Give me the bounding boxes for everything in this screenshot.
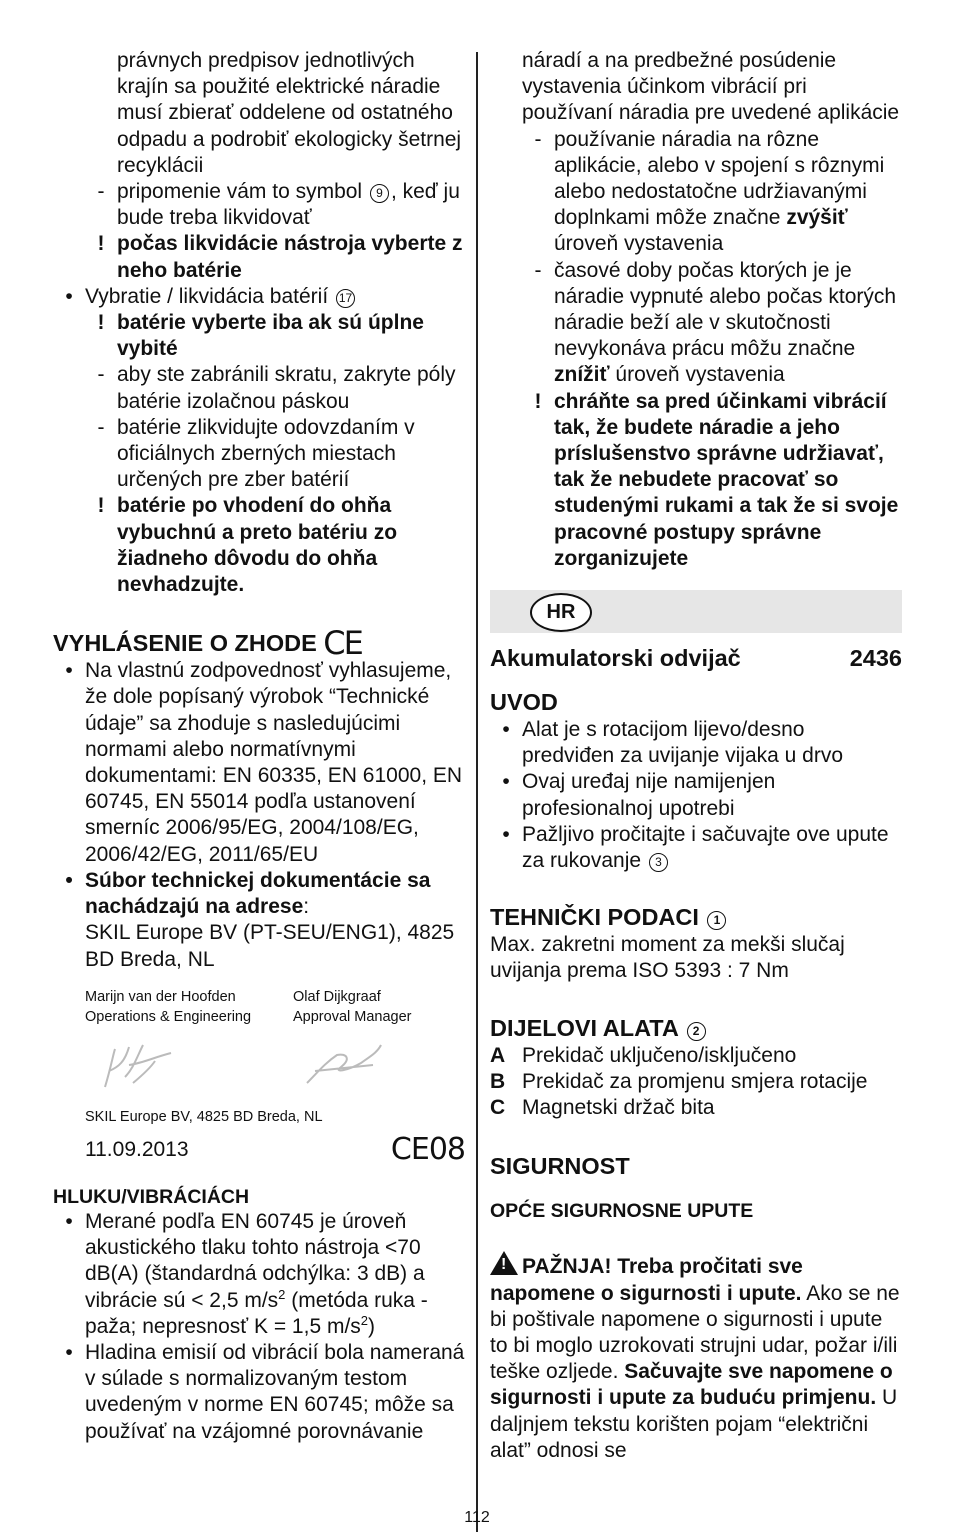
date-row [53, 1131, 465, 1167]
sub-heading: OPĆE SIGURNOSNE UPUTE [490, 1200, 754, 1223]
symbol-number-icon: 3 [649, 853, 668, 872]
safety-paragraph: !PAŽNJA! Treba pročitati sve napomene o sigurnosti i upute. Ako se ne bi poštivale napomene o sigurnosti i upute to bi moglo uzrokovati strujni udar, požar i/ili teške ozljede. Sačuvajte sve napomene o sigurnosti i upute za buduću primjenu. U daljnjem tekstu korišten pojam “električni alat” odnosi se [490, 1251, 902, 1464]
dash-item: - batérie zlikvidujte odovzdaním v oficiálnych zberných miestach určených pre zber batérií [97, 415, 415, 492]
section-heading: TEHNIČKI PODACI 1 [490, 902, 902, 932]
bullet-item: • Súbor technickej dokumentácie sa nachádzajú na adrese: SKIL Europe BV (PT-SEU/ENG1), 4825 BD Breda, NL [65, 868, 455, 971]
parts-item: A Prekidač uključeno/isključeno [490, 1043, 797, 1067]
warning-item: ! batérie vyberte iba ak sú úplne vybité [97, 311, 424, 361]
signature-company: SKIL Europe BV, 4825 BD Breda, NL [85, 1108, 323, 1125]
warning-item: ! batérie po vhodení do ohňa vybuchnú a preto batériu zo žiadneho dôvodu do ohňa nevhadzujte. [97, 494, 398, 597]
parts-item: C Magnetski držač bita [490, 1096, 715, 1120]
declaration-date: 11.09.2013 [85, 1137, 189, 1161]
right-column [490, 48, 902, 1464]
signatures [53, 1027, 465, 1107]
product-title: Akumulatorski odvijač 2436 [490, 645, 902, 672]
section-heading: UVOD [490, 689, 558, 716]
bullet-item: • Hladina emisií od vibrácií bola nameraná v súlade s normalizovaným testom uvedeným v norme EN 60745; môže sa používať na vzájomné porovnávanie [65, 1340, 465, 1443]
warning-triangle-icon [490, 1251, 518, 1275]
symbol-number-icon: 9 [370, 184, 389, 203]
bullet-item: • Merané podľa EN 60745 je úroveň akustického tlaku tohto nástroja <70 dB(A) (štandardná odchýlka: 3 dB) a vibrácie sú < 2,5 $m/s^2$ (metóda ruka - paža; nepresnosť K = 1,5 $m/s^2$) [65, 1209, 428, 1338]
bullet-item: • Pažljivo pročitajte i sačuvajte ove upute za rukovanje 3 [502, 822, 889, 873]
warning-item: ! chráňte sa pred účinkami vibrácií tak, že budete náradie a jeho príslušenstvo správne udržiavať, tak že nebudete pracovať so studenými rukami a tak že si svoje pracovné postupy správne zorganizujete [534, 389, 899, 570]
paragraph-continuation: právnych predpisov jednotlivých krajín sa použité elektrické náradie musí zbierať oddelene od ostatného odpadu a podrobiť ekologicky šetrnej recyklácii [117, 49, 462, 177]
handwritten-signature-icon [85, 1027, 465, 1107]
dash-item: - pripomenie vám to symbol 9 , keď ju bude treba likvidovať [97, 180, 460, 230]
section-heading: HLUKU/VIBRÁCIÁCH [53, 1185, 250, 1208]
paragraph-continuation: náradí a na predbežné posúdenie vystavenia účinkom vibrácií pri používaní náradia pre uvedené aplikácie [522, 49, 900, 125]
language-badge: HR [530, 593, 592, 632]
left-column [53, 48, 465, 1445]
dash-item: - časové doby počas ktorých je je náradie vypnuté alebo počas ktorých náradie beží ale v skutočnosti nevykonáva prácu môžu značne znížiť úroveň vystavenia [534, 258, 897, 387]
dash-item: - používanie náradia na rôzne aplikácie, alebo v spojení s rôznymi alebo nedostatočne udržiavanými doplnkami môže značne zvýšiť úroveň vystavenia [534, 127, 885, 256]
language-bar [490, 590, 902, 633]
warning-item: ! počas likvidácie nástroja vyberte z neho batérie [97, 232, 463, 282]
signature-block: Marijn van der Hoofden Operations & Engineering Olaf Dijkgraaf Approval Manager [85, 988, 412, 1025]
section-heading: VYHLÁSENIE O ZHODE CE [53, 624, 362, 663]
parts-item: B Prekidač za promjenu smjera rotacije [490, 1069, 868, 1093]
section-heading: DIJELOVI ALATA 2 [490, 1013, 902, 1043]
bullet-item: • Na vlastnú zodpovednosť vyhlasujeme, že dole popísaný výrobok “Technické údaje” sa zhoduje s nasledujúcimi normami alebo normatívnymi dokumentami: EN 60335, EN 61000, EN 60745, EN 55014 podľa ustanovení smerníc 2006/95/EG, 2004/108/EG, 2006/42/EG, 2011/65/EU [65, 659, 463, 866]
bullet-item: • Alat je s rotacijom lijevo/desno predviđen za uvijanje vijaka u drvo [502, 718, 844, 768]
tech-data-text: Max. zakretni moment za mekši slučaj uvijanja prema ISO 5393 : 7 Nm [490, 933, 845, 983]
section-heading: SIGURNOST [490, 1153, 630, 1180]
column-divider [476, 52, 478, 1532]
bullet-item: • Ovaj uređaj nije namijenjen profesionalnoj upotrebi [502, 770, 776, 820]
ce-mark-icon: CE [323, 624, 362, 663]
page-number: 112 [464, 1509, 490, 1526]
dash-item: - aby ste zabránili skratu, zakryte póly batérie izolačnou páskou [97, 363, 456, 413]
symbol-number-icon: 1 [707, 911, 726, 930]
symbol-number-icon: 2 [687, 1022, 706, 1041]
ce08-mark-icon: CE08 [390, 1131, 465, 1167]
symbol-number-icon: 17 [336, 289, 355, 308]
bullet-item: • Vybratie / likvidácia batérií 17 [53, 284, 465, 310]
